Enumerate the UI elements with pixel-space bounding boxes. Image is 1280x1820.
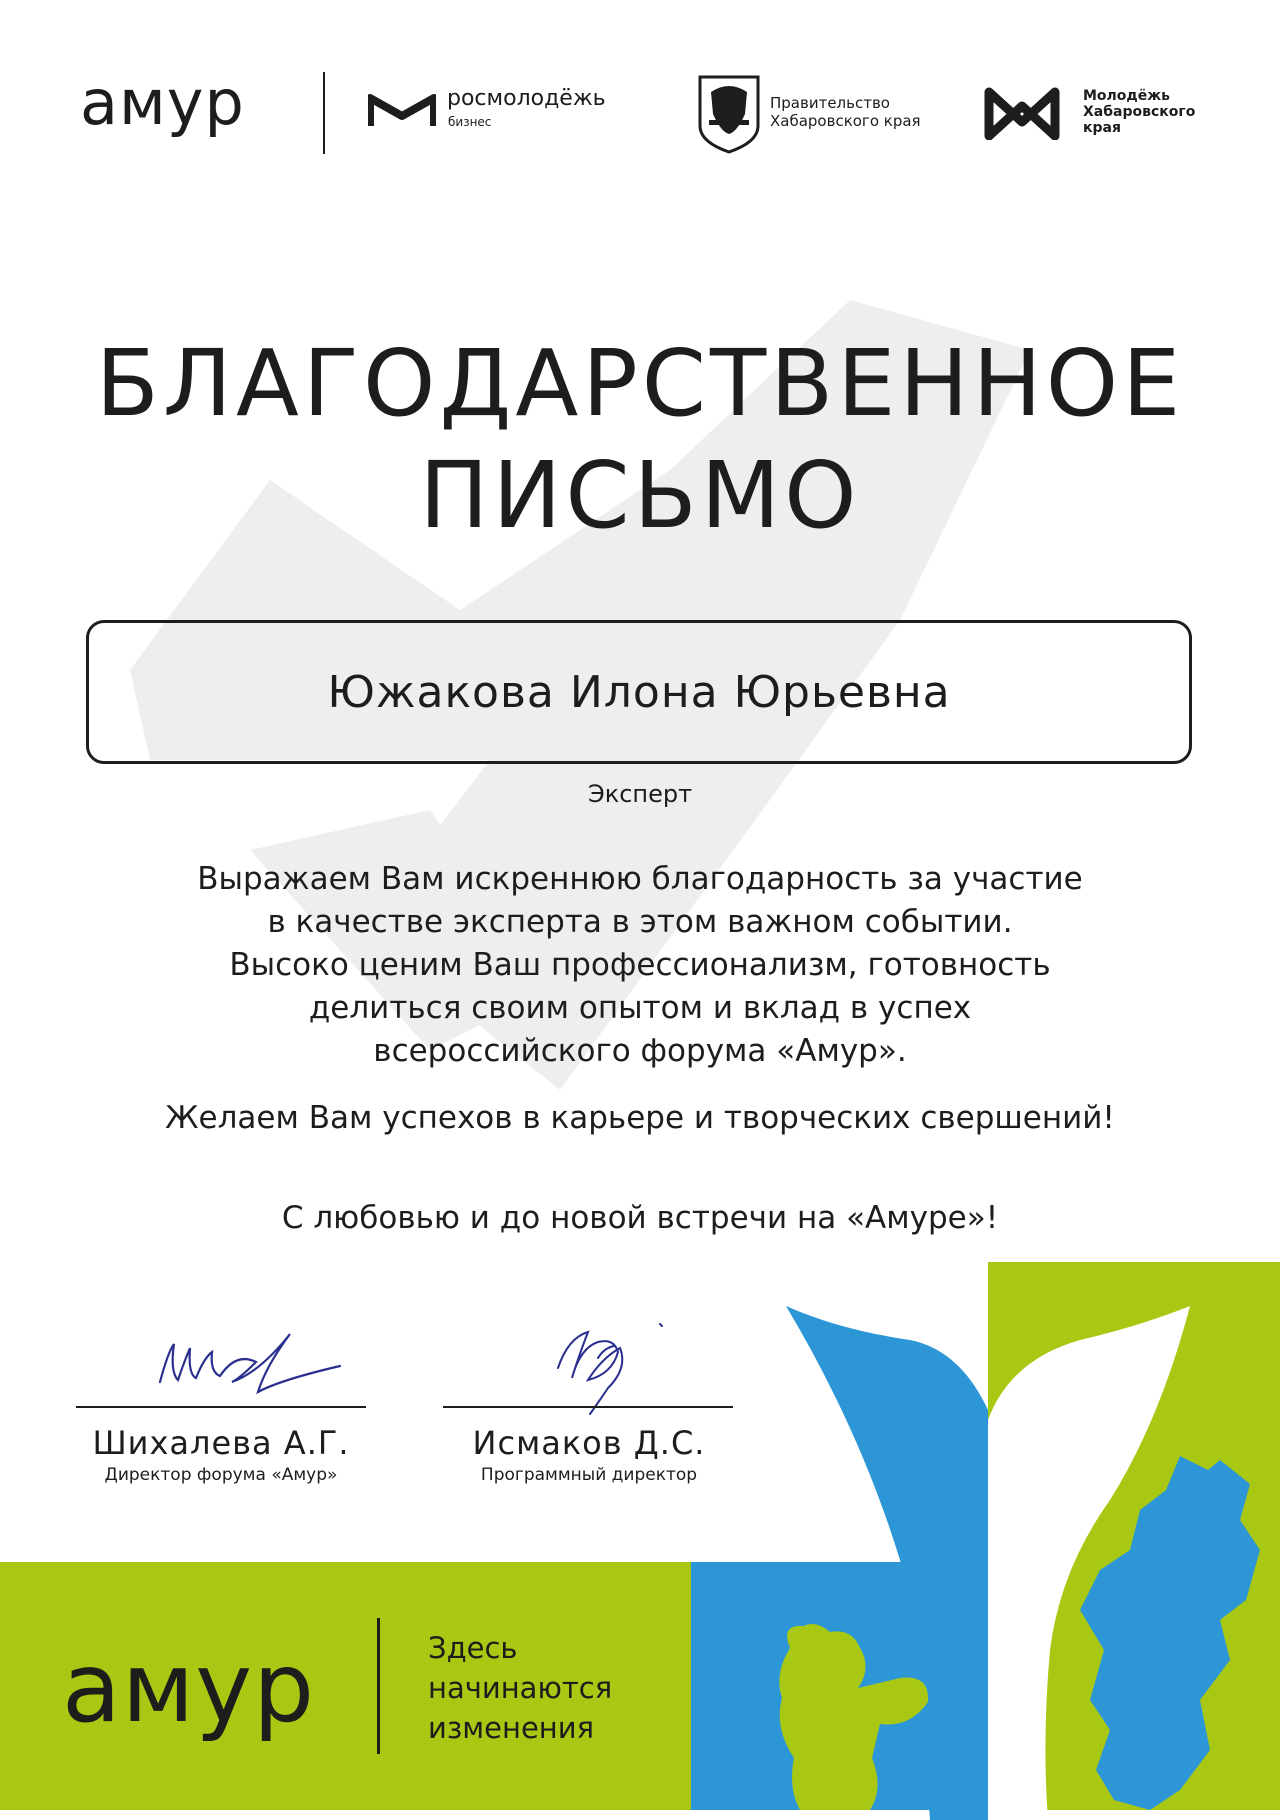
- footer-amur-logo: амур: [62, 1632, 315, 1744]
- youth-label: [1083, 88, 1195, 136]
- footer-divider: [377, 1618, 380, 1754]
- recipient-name-box: [86, 620, 1192, 764]
- youth-khabarovsk-icon: [983, 86, 1061, 140]
- signature-line-2: [443, 1406, 733, 1408]
- youth-line-2: Хабаровского: [1083, 104, 1196, 120]
- body-line: в качестве эксперта в этом важном событии.: [267, 904, 1013, 940]
- closing-text: С любовью и до новой встречи на «Амуре»!: [281, 1200, 999, 1236]
- government-line-2: Хабаровского края: [770, 112, 921, 130]
- signature-shikhaleva: [140, 1322, 350, 1402]
- region-map-graphic: [1070, 1450, 1270, 1810]
- title-line-1: БЛАГОДАРСТВЕННОЕ: [95, 330, 1185, 437]
- header-divider: [323, 72, 325, 154]
- footer-slogan: [428, 1628, 612, 1748]
- government-line-1: Правительство: [770, 94, 890, 112]
- rosmolodezh-subtitle: бизнес: [448, 115, 492, 129]
- body-line: делиться своим опытом и вклад в успех: [308, 990, 972, 1026]
- rosmolodezh-title: росмолодёжь: [447, 86, 606, 111]
- signature-ismakov: [528, 1318, 678, 1418]
- document-title: [0, 328, 1280, 552]
- recipient-role: Эксперт: [587, 780, 693, 808]
- slogan-line-3: изменения: [428, 1711, 595, 1745]
- body-line: Высоко ценим Ваш профессионализм, готовность: [229, 947, 1051, 983]
- slogan-line-2: начинаются: [428, 1671, 613, 1705]
- signer-position-2: Программный директор: [480, 1465, 698, 1485]
- government-label: [770, 94, 921, 130]
- body-line: всероссийского форума «Амур».: [373, 1033, 907, 1069]
- gratitude-paragraph: [0, 858, 1280, 1073]
- recipient-name: Южакова Илона Юрьевна: [327, 666, 951, 718]
- signer-name-1: Шихалева А.Г.: [92, 1424, 350, 1462]
- body-line: Выражаем Вам искреннюю благодарность за участие: [197, 861, 1083, 897]
- amur-logo: амур: [80, 66, 245, 139]
- youth-line-3: края: [1083, 120, 1121, 136]
- signer-name-2: Исмаков Д.С.: [472, 1424, 706, 1462]
- youth-line-1: Молодёжь: [1083, 88, 1171, 104]
- khabarovsk-crest-icon: [697, 74, 761, 154]
- signature-line-1: [76, 1406, 366, 1408]
- slogan-line-1: Здесь: [428, 1631, 518, 1665]
- bear-graphic: [760, 1618, 940, 1810]
- title-line-2: ПИСЬМО: [419, 442, 861, 549]
- rosmolodezh-icon: [368, 92, 436, 128]
- wish-text: Желаем Вам успехов в карьере и творческих свершений!: [165, 1100, 1115, 1136]
- signer-position-1: Директор форума «Амур»: [104, 1465, 338, 1485]
